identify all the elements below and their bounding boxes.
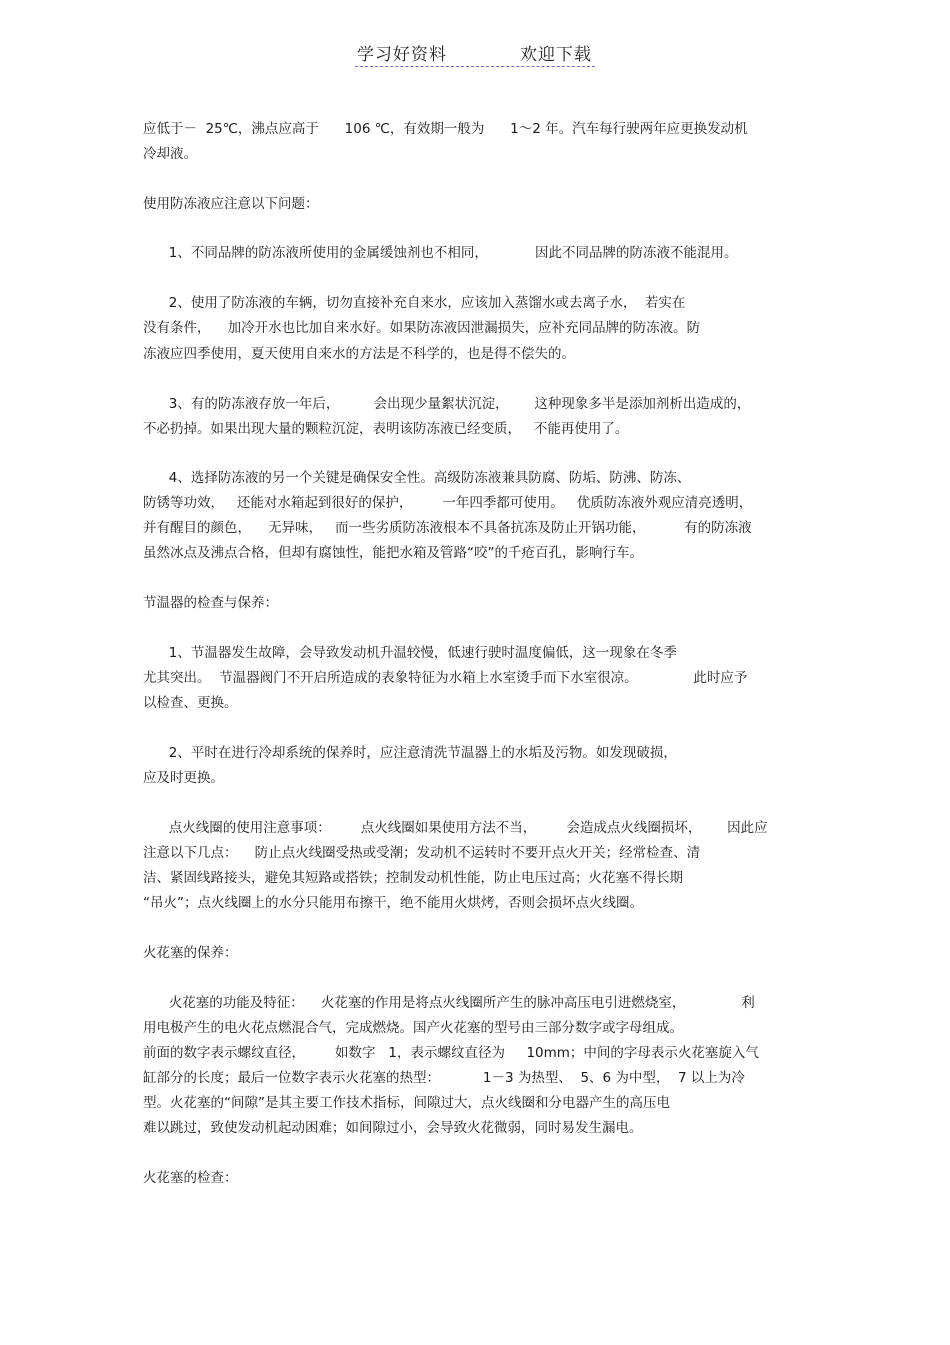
text-line: 不必扔掉。如果出现大量的颗粒沉淀，表明该防冻液已经变质， 不能再使用了。 [143, 421, 629, 437]
text-line: 缸部分的长度；最后一位数字表示火花塞的热型： 1－3 为热型、 5、6 为中型， 7 以上为冷 [143, 1070, 745, 1086]
text-line: 尤其突出。 节温器阀门不开启所造成的表象特征为水箱上水室烫手而下水室很凉。 此时应予 [143, 670, 748, 686]
text-line: 3、有的防冻液存放一年后， 会出现少量絮状沉淀， 这种现象多半是添加剂析出造成的， [143, 396, 751, 412]
text-line: 1、不同品牌的防冻液所使用的金属缓蚀剂也不相同， 因此不同品牌的防冻液不能混用。 [143, 245, 738, 261]
section-heading: 火花塞的检查： [143, 1170, 238, 1186]
text-line: 应低于－ 25℃，沸点应高于 106 ℃，有效期一般为 1～2 年。汽车每行驶两年应更换发动机 [143, 121, 748, 137]
text-line: 难以跳过，致使发动机起动困难；如间隙过小，会导致火花微弱，同时易发生漏电。 [143, 1120, 643, 1136]
header-left-text: 学习好资料 [357, 45, 447, 65]
text-line: 1、节温器发生故障，会导致发动机升温较慢，低速行驶时温度偏低，这一现象在冬季 [143, 645, 677, 661]
text-line: 应及时更换。 [143, 770, 224, 786]
text-line: 点火线圈的使用注意事项： 点火线圈如果使用方法不当， 会造成点火线圈损坏， 因此应 [143, 820, 768, 836]
text-line: 冻液应四季使用，夏天使用自来水的方法是不科学的，也是得不偿失的。 [143, 346, 575, 362]
section-heading: 节温器的检查与保养： [143, 595, 278, 611]
page-header [355, 40, 595, 67]
header-right-text: 欢迎下载 [520, 45, 592, 65]
text-line: 防锈等功效， 还能对水箱起到很好的保护， 一年四季都可使用。 优质防冻液外观应清亮透明， [143, 495, 753, 511]
text-line: 火花塞的功能及特征： 火花塞的作用是将点火线圈所产生的脉冲高压电引进燃烧室， 利 [143, 995, 755, 1011]
text-line: 冷却液。 [143, 146, 197, 162]
text-line: 没有条件， 加冷开水也比加自来水好。如果防冻液因泄漏损失，应补充同品牌的防冻液。防 [143, 320, 701, 336]
text-line: 前面的数字表示螺纹直径， 如数字 1，表示螺纹直径为 10mm；中间的字母表示火花塞旋入气 [143, 1045, 759, 1061]
text-line: 用电极产生的电火花点燃混合气，完成燃烧。国产火花塞的型号由三部分数字或字母组成。 [143, 1020, 683, 1036]
text-line: 2、使用了防冻液的车辆，切勿直接补充自来水，应该加入蒸馏水或去离子水， 若实在 [143, 295, 686, 311]
text-line: 注意以下几点： 防止点火线圈受热或受潮；发动机不运转时不要开点火开关；经常检查、清 [143, 845, 701, 861]
text-line: “吊火”；点火线圈上的水分只能用布擦干，绝不能用火烘烤，否则会损坏点火线圈。 [143, 895, 643, 911]
text-line: 2、平时在进行冷却系统的保养时，应注意清洗节温器上的水垢及污物。如发现破损， [143, 745, 677, 761]
text-line: 以检查、更换。 [143, 695, 238, 711]
text-line: 型。火花塞的“间隙”是其主要工作技术指标，间隙过大，点火线圈和分电器产生的高压电 [143, 1095, 670, 1111]
section-heading: 使用防冻液应注意以下问题： [143, 196, 319, 212]
text-line: 4、选择防冻液的另一个关键是确保安全性。高级防冻液兼具防腐、防垢、防沸、防冻、 [143, 470, 691, 486]
text-line: 洁、紧固线路接头，避免其短路或搭铁；控制发动机性能，防止电压过高；火花塞不得长期 [143, 870, 683, 886]
text-line: 虽然冰点及沸点合格，但却有腐蚀性，能把水箱及管路“咬”的千疮百孔，影响行车。 [143, 545, 643, 561]
section-heading: 火花塞的保养： [143, 945, 238, 961]
text-line: 并有醒目的颜色， 无异味， 而一些劣质防冻液根本不具备抗冻及防止开锅功能， 有的防冻液 [143, 520, 752, 536]
